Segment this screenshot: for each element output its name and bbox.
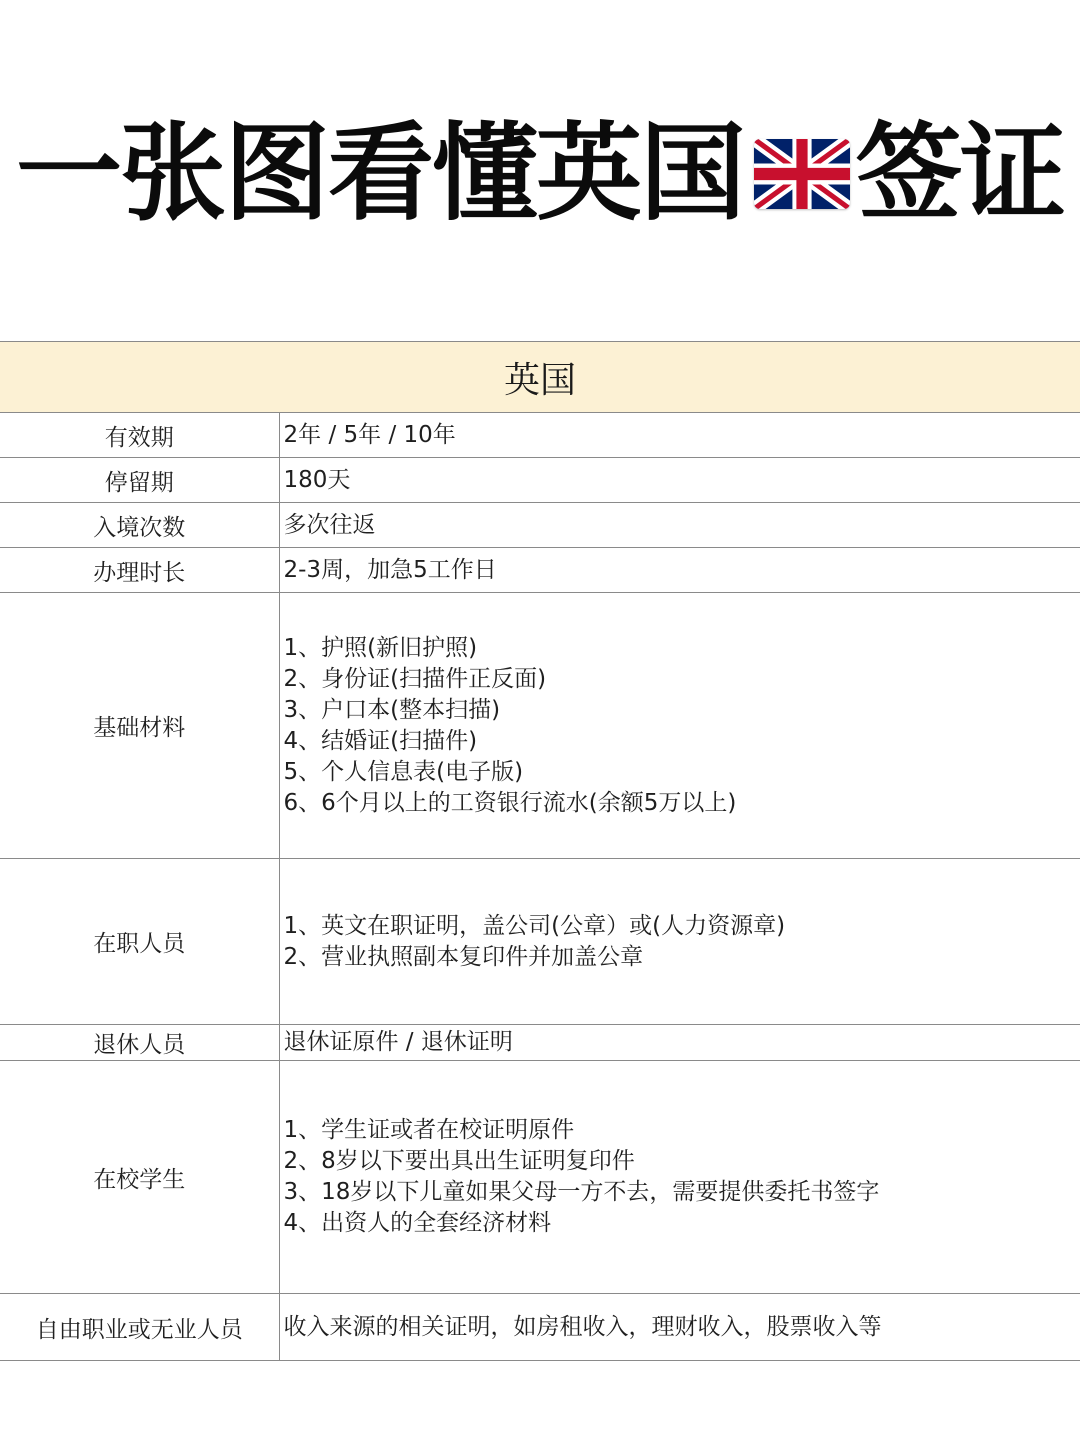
table-row-retired bbox=[0, 1025, 1080, 1061]
row-value bbox=[279, 1025, 1080, 1061]
row-label: 自由职业或无业人员 bbox=[0, 1294, 279, 1361]
row-label: 退休人员 bbox=[0, 1025, 279, 1061]
table-row-employed bbox=[0, 859, 1080, 1025]
value-line: 4、结婚证(扫描件) bbox=[283, 727, 478, 754]
table-row-validity bbox=[0, 413, 1080, 458]
row-label: 有效期 bbox=[0, 413, 279, 458]
row-value bbox=[279, 458, 1080, 503]
table-row-entries bbox=[0, 503, 1080, 548]
headline-text-part2: 签证 bbox=[856, 112, 1064, 235]
row-label: 基础材料 bbox=[0, 593, 279, 859]
table-row-basic-materials bbox=[0, 593, 1080, 859]
value-line: 收入来源的相关证明，如房租收入，理财收入，股票收入等 bbox=[283, 1313, 882, 1340]
page-headline bbox=[0, 112, 1080, 236]
value-line: 180天 bbox=[283, 466, 351, 493]
headline-text-part1: 一张图看懂英国 bbox=[16, 112, 744, 235]
table-row-stay bbox=[0, 458, 1080, 503]
country-title: 英国 bbox=[0, 342, 1080, 413]
row-label: 在职人员 bbox=[0, 859, 279, 1025]
value-line: 2年 / 5年 / 10年 bbox=[283, 421, 456, 448]
value-line: 2、8岁以下要出具出生证明复印件 bbox=[283, 1148, 635, 1174]
table-row-processing-time bbox=[0, 548, 1080, 593]
value-line: 3、户口本(整本扫描) bbox=[283, 696, 501, 723]
row-label: 办理时长 bbox=[0, 548, 279, 593]
row-value bbox=[279, 548, 1080, 593]
row-value bbox=[279, 1061, 1080, 1294]
value-line: 4、出资人的全套经济材料 bbox=[283, 1210, 552, 1236]
row-value bbox=[279, 503, 1080, 548]
row-label: 在校学生 bbox=[0, 1061, 279, 1294]
row-value bbox=[279, 1294, 1080, 1361]
country-header-row bbox=[0, 342, 1080, 413]
visa-info-table bbox=[0, 341, 1080, 1361]
value-line: 2、身份证(扫描件正反面) bbox=[283, 665, 547, 692]
value-line: 3、18岁以下儿童如果父母一方不去，需要提供委托书签字 bbox=[283, 1179, 880, 1205]
value-line: 6、6个月以上的工资银行流水(余额5万以上) bbox=[283, 789, 737, 816]
row-value bbox=[279, 859, 1080, 1025]
row-value bbox=[279, 593, 1080, 859]
table-row-students bbox=[0, 1061, 1080, 1294]
value-line: 1、英文在职证明，盖公司(公章）或(人力资源章) bbox=[283, 912, 786, 939]
uk-flag-icon bbox=[754, 139, 850, 209]
value-line: 1、学生证或者在校证明原件 bbox=[283, 1117, 575, 1143]
value-line: 2-3周，加急5工作日 bbox=[283, 556, 497, 583]
row-value bbox=[279, 413, 1080, 458]
value-line: 多次往返 bbox=[283, 511, 376, 538]
value-line: 2、营业执照副本复印件并加盖公章 bbox=[283, 943, 644, 970]
value-line: 1、护照(新旧护照) bbox=[283, 634, 478, 661]
row-label: 入境次数 bbox=[0, 503, 279, 548]
value-line: 5、个人信息表(电子版) bbox=[283, 758, 524, 785]
row-label: 停留期 bbox=[0, 458, 279, 503]
value-line: 退休证原件 / 退休证明 bbox=[283, 1029, 513, 1055]
table-row-freelance bbox=[0, 1294, 1080, 1361]
